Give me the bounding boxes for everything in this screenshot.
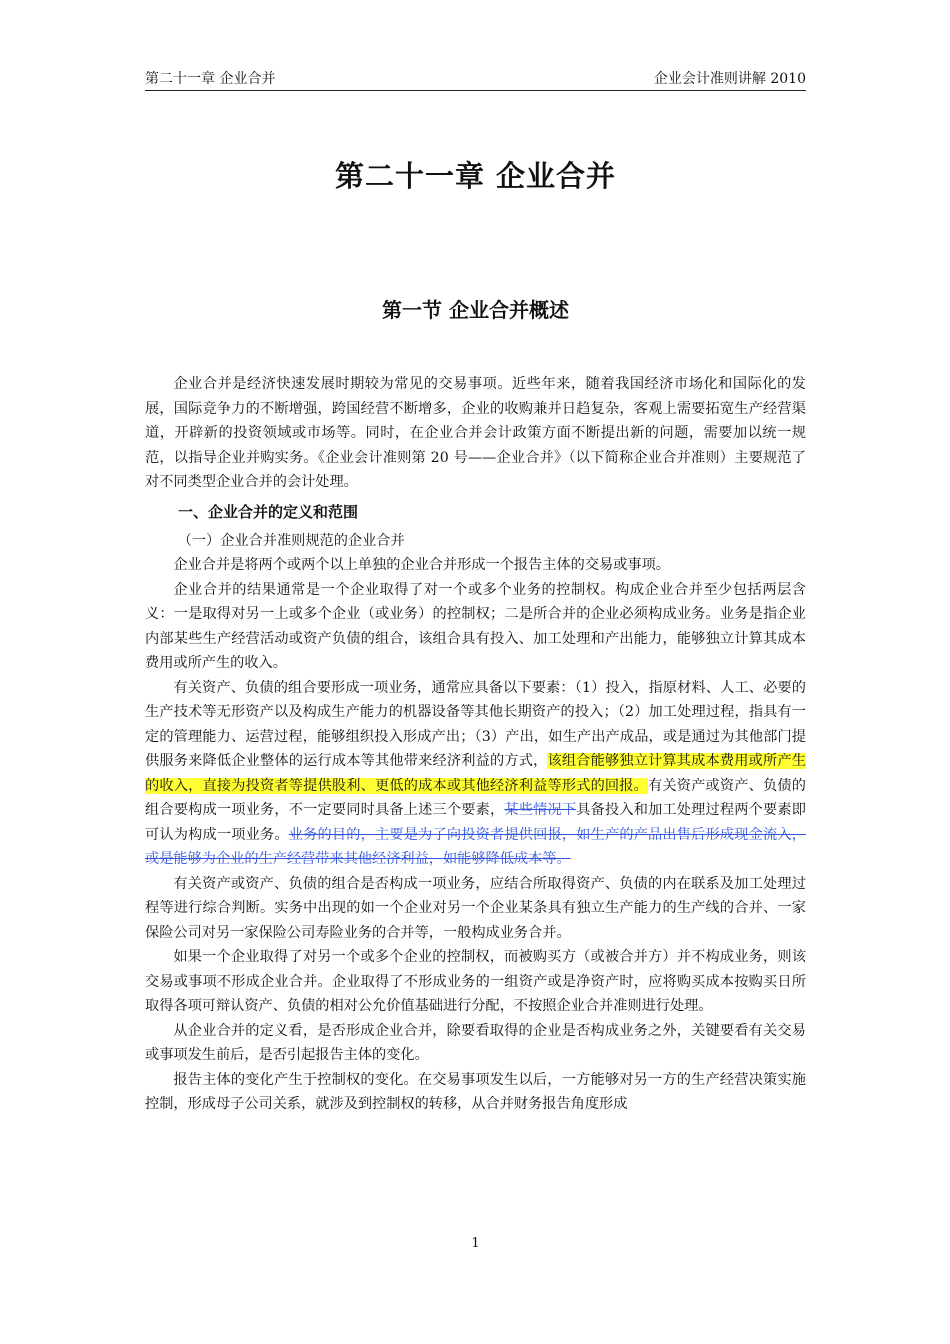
deleted-text: 某些情况下 <box>504 802 577 818</box>
page-header <box>145 66 806 91</box>
document-body <box>145 372 806 1117</box>
deleted-text: 业务的目的，主要是为了向投资者提供回报，如生产的产品出售后形成现金流入，或是能够为企业的生产经营带来其他经济利益，如能够降低成本等。 <box>145 826 806 867</box>
intro-paragraph: 企业合并是经济快速发展时期较为常见的交易事项。近些年来，随着我国经济市场化和国际化的发展，国际竞争力的不断增强，跨国经营不断增多，企业的收购兼并日趋复杂，客观上需要拓宽生产经营渠道，开辟新的投资领域或市场等。同时，在企业合并会计政策方面不断提出新的问题，需要加以统一规范，以指导企业并购实务。《企业会计准则第 20 号——企业合并》（以下简称企业合并准则）主要规范了对不同类型企业合并的会计处理。 <box>145 376 806 490</box>
header-chapter: 第二十一章 企业合并 <box>145 71 276 87</box>
text-segment: 有关资产、负债的组合要形成一项业务，通常应具备以下要素：（1）投入，指原材料、人工、必要的生产技术等无形资产以及构成生产能力的机器设备等其他长期资产的投入；（2）加工处理过程，指具有一定的管理能力、运营过程，能够组织投入形成产出；（3）产出，如生产出产成品，或是通过为其他部门提供服务来降低企业整体的运行成本等其他带来经济利益的方式， <box>145 679 806 769</box>
paragraph-control: 企业合并的结果通常是一个企业取得了对一个或多个业务的控制权。构成企业合并至少包括两层含义：一是取得对另一上或多个企业（或业务）的控制权；二是所合并的企业必须构成业务。业务是指企业内部某些生产经营活动或资产负债的组合，该组合具有投入、加工处理和产出能力，能够独立计算其成本费用或所产生的收入。 <box>145 581 806 671</box>
header-book-title: 企业会计准则讲解 2010 <box>653 71 806 87</box>
highlighted-text: 该组合能够独立计算其成本费用或所产生的收入，直接为投资者等提供股利、更低的成本或其他经济利益等形式的回报。 <box>145 753 806 794</box>
section-title: 第一节 企业合并概述 <box>382 298 569 322</box>
paragraph-non-business: 如果一个企业取得了对另一个或多个企业的控制权，而被购买方（或被合并方）并不构成业务，则该交易或事项不形成企业合并。企业取得了不形成业务的一组资产或是净资产时，应将购买成本按购买日所取得各项可辩认资产、负债的相对公允价值基础进行分配，不按照企业合并准则进行处理。 <box>145 949 806 1014</box>
heading-definition-scope: 一、企业合并的定义和范围 <box>178 502 359 521</box>
text-segment: 具备投入和加工处理过程两个要素即可认为构成一项业务。 <box>145 802 806 843</box>
page-number: 1 <box>471 1236 480 1251</box>
paragraph-reporting-entity: 从企业合并的定义看，是否形成企业合并，除要看取得的企业是否构成业务之外，关键要看有关交易或事项发生前后，是否引起报告主体的变化。 <box>145 1022 806 1063</box>
paragraph-business-elements <box>145 676 806 872</box>
chapter-title: 第二十一章 企业合并 <box>334 159 617 193</box>
text-segment: 有关资产或资产、负债的组合要构成一项业务，不一定要同时具备上述三个要素， <box>145 777 806 818</box>
paragraph-control-change: 报告主体的变化产生于控制权的变化。在交易事项发生以后，一方能够对另一方的生产经营决策实施控制，形成母子公司关系，就涉及到控制权的转移，从合并财务报告角度形成 <box>145 1071 806 1112</box>
paragraph-judgment: 有关资产或资产、负债的组合是否构成一项业务，应结合所取得资产、负债的内在联系及加工处理过程等进行综合判断。实务中出现的如一个企业对另一个企业某条具有独立生产能力的生产线的合并、一家保险公司对另一家保险公司寿险业务的合并等，一般构成业务合并。 <box>145 875 806 941</box>
paragraph-definition: 企业合并是将两个或两个以上单独的企业合并形成一个报告主体的交易或事项。 <box>173 557 670 573</box>
subheading-scope: （一）企业合并准则规范的企业合并 <box>177 532 405 549</box>
